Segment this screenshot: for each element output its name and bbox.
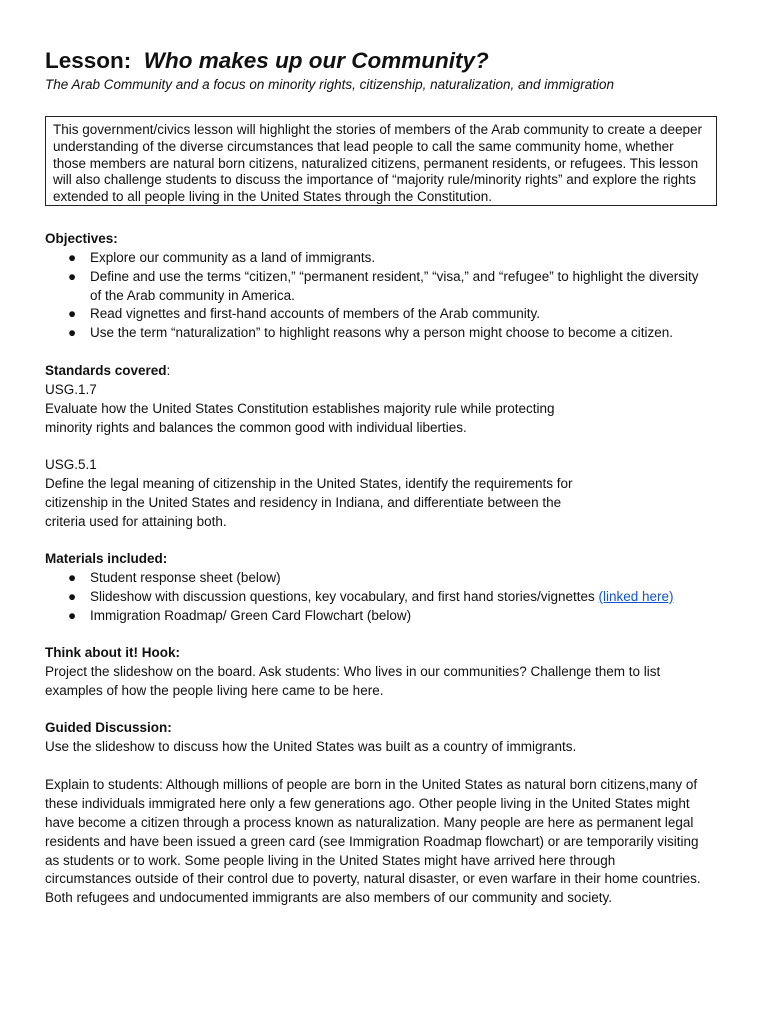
slideshow-link[interactable]: (linked here): [598, 588, 674, 604]
title-prefix: Lesson:: [45, 48, 132, 73]
bullet-icon: ●: [68, 306, 77, 322]
list-item: [45, 607, 674, 626]
list-item-text: Student response sheet (below): [90, 570, 281, 585]
materials-heading: Materials included:: [45, 551, 168, 566]
objectives-list: [45, 249, 699, 343]
intro-box: [45, 116, 717, 206]
explain-line: Explain to students: Although millions of people are born in the United States as natural born citizens,many of: [45, 777, 698, 792]
standards-heading: [45, 362, 170, 381]
list-item-text: Define and use the terms “citizen,” “permanent resident,” “visa,” and “refugee” to highlight the diversity: [90, 268, 699, 284]
standard-text: Define the legal meaning of citizenship in the United States, identify the requirements for: [45, 476, 573, 491]
intro-line: This government/civics lesson will highlight the stories of members of the Arab community to create a deeper: [53, 122, 703, 137]
bullet-icon: ●: [68, 268, 77, 284]
intro-line: will also challenge students to discuss the importance of “majority rule/minority rights” and explore the rights: [53, 172, 697, 188]
explain-line: as students or to work. Some people living in the United States might have arrived here through: [45, 853, 616, 868]
objectives-heading: Objectives:: [45, 231, 118, 246]
standards-heading-text: Standards covered: [45, 363, 167, 378]
bullet-icon: ●: [68, 588, 77, 604]
explain-line: circumstances outside of their control due to poverty, natural disaster, or even warfare in their home countries.: [45, 871, 701, 886]
list-item: [45, 588, 674, 607]
list-item: [45, 569, 674, 588]
intro-line: understanding of the diverse circumstances that lead people to call the same community home, whether: [53, 138, 674, 154]
bullet-icon: ●: [68, 250, 77, 265]
list-item-text: Use the term “naturalization” to highlight reasons why a person might choose to become a citizen.: [90, 325, 674, 341]
bullet-icon: ●: [68, 325, 77, 341]
list-item-text: Immigration Roadmap/ Green Card Flowchart (below): [90, 607, 412, 623]
intro-line: extended to all people living in the United States through the Constitution.: [53, 189, 493, 205]
list-item: [45, 305, 699, 324]
lesson-title: [45, 46, 489, 76]
intro-line: those members are natural born citizens, naturalized citizens, permanent residents, or refugees. This lesson: [53, 155, 699, 171]
standard-code: USG.1.7: [45, 382, 97, 397]
list-item: [45, 249, 699, 268]
list-item: [45, 324, 699, 343]
standards-heading-colon: :: [166, 363, 171, 378]
explain-line: these individuals immigrated here only a few generations ago. Other people living in the United States might: [45, 796, 690, 811]
list-item-text: Explore our community as a land of immigrants.: [90, 250, 376, 265]
hook-heading: Think about it! Hook:: [45, 645, 180, 660]
bullet-icon: ●: [68, 607, 77, 623]
guided-heading: Guided Discussion:: [45, 720, 172, 735]
standard-text: criteria used for attaining both.: [45, 514, 227, 529]
standard-text: minority rights and balances the common good with individual liberties.: [45, 420, 467, 435]
list-item-text-cont: of the Arab community in America.: [90, 287, 295, 303]
materials-list: [45, 569, 674, 625]
standard-text: Evaluate how the United States Constitution establishes majority rule while protecting: [45, 401, 555, 416]
hook-text: Project the slideshow on the board. Ask students: Who lives in our communities? Challenge them to list: [45, 664, 661, 679]
bullet-icon: ●: [68, 570, 77, 585]
standard-code: USG.5.1: [45, 457, 97, 472]
list-item: [45, 268, 699, 306]
title-main: Who makes up our Community?: [143, 48, 489, 73]
explain-line: residents and have been issued a green card (see Immigration Roadmap flowchart) or are temporarily visiting: [45, 834, 699, 849]
hook-text: examples of how the people living here came to be here.: [45, 683, 384, 698]
explain-line: Both refugees and undocumented immigrants are also members of our community and society.: [45, 890, 613, 905]
list-item-text: Slideshow with discussion questions, key vocabulary, and first hand stories/vignettes: [90, 588, 599, 604]
lesson-subtitle: The Arab Community and a focus on minority rights, citizenship, naturalization, and immigration: [45, 77, 615, 92]
list-item-text: Read vignettes and first-hand accounts of members of the Arab community.: [90, 306, 540, 322]
explain-line: have become a citizen through a process known as naturalization. Many people are here as permanent legal: [45, 815, 694, 830]
guided-text: Use the slideshow to discuss how the United States was built as a country of immigrants.: [45, 739, 577, 754]
standard-text: citizenship in the United States and residency in Indiana, and differentiate between the: [45, 495, 562, 510]
